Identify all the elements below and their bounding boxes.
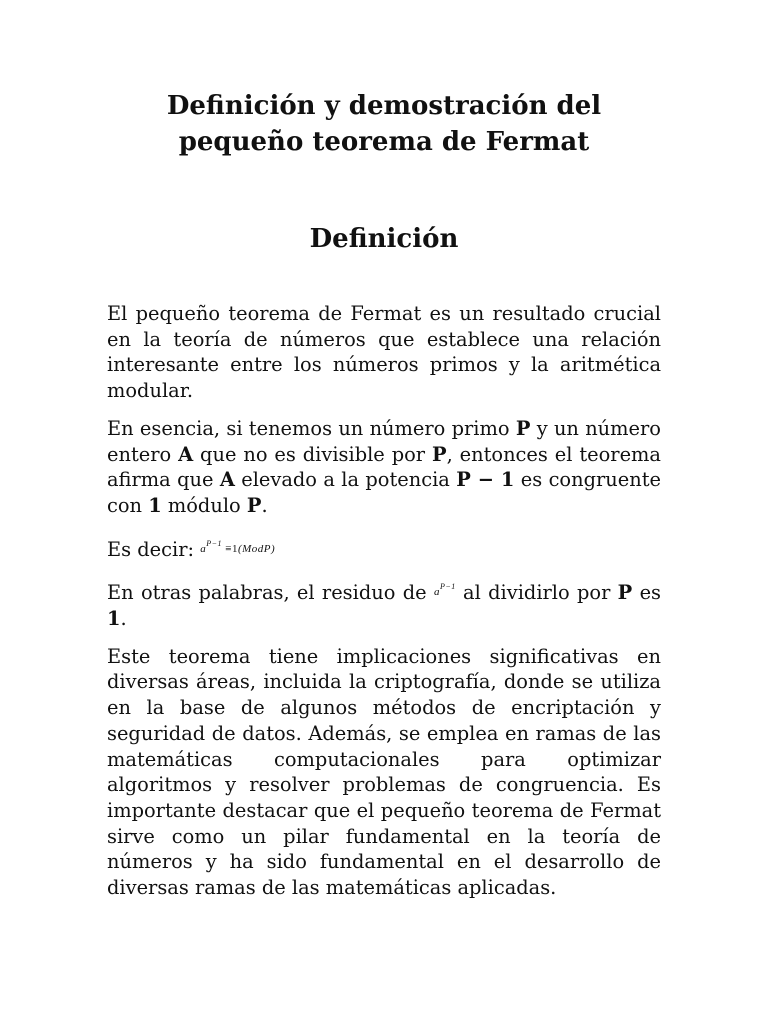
bold-term: P xyxy=(246,493,262,517)
text-run: al dividirlo por xyxy=(455,581,618,605)
bold-term: 1 xyxy=(107,607,121,631)
bold-term: P xyxy=(617,581,633,605)
bold-term: 1 xyxy=(148,493,162,517)
text-run: y un número entero xyxy=(107,416,661,466)
text-run: es xyxy=(632,581,661,605)
text-run: que no es divisible por xyxy=(193,442,432,466)
bold-term: A xyxy=(219,468,235,492)
formula-exponent: P−1 xyxy=(206,538,222,548)
bold-term: A xyxy=(178,442,194,466)
section-heading: Definición xyxy=(309,224,459,254)
formula-exponent: P−1 xyxy=(439,582,456,592)
text-run: En esencia, si tenemos un número primo xyxy=(107,416,516,440)
text-run: elevado a la potencia xyxy=(234,468,457,492)
text-run: . xyxy=(261,493,268,517)
text-run: , entonces el teorema afirma que xyxy=(107,442,661,492)
document-title xyxy=(84,88,684,160)
paragraph-essence xyxy=(107,416,661,519)
congruence-formula xyxy=(200,538,276,555)
bold-term: P xyxy=(515,416,531,440)
text-run: . xyxy=(120,607,127,631)
text-run: Es decir: xyxy=(107,537,201,561)
paragraph-formula xyxy=(107,531,661,563)
paragraph-intro: El pequeño teorema de Fermat es un resultado crucial en la teoría de números que establece una relación interesante entre los números primos y la aritmética modular. xyxy=(107,302,661,403)
title-line-2: pequeño teorema de Fermat xyxy=(178,127,590,157)
text-run: En otras palabras, el residuo de xyxy=(107,581,434,605)
bold-term: P − 1 xyxy=(456,468,515,492)
formula-modulus: (ModP) xyxy=(237,542,276,555)
formula-base: a xyxy=(433,586,440,599)
bold-term: P xyxy=(431,442,447,466)
power-formula xyxy=(433,582,456,599)
formula-base: a xyxy=(200,542,207,555)
document-body xyxy=(107,301,661,913)
text-run: es congruente con xyxy=(107,468,661,517)
text-run: módulo xyxy=(161,493,247,517)
paragraph-residue xyxy=(107,574,661,631)
paragraph-implications: Este teorema tiene implicaciones significativas en diversas áreas, incluida la criptografía, donde se utiliza en la base de algunos métodos de encriptación y seguridad de datos. Además, se emplea en ramas de las matemáticas computacionales para optimizar algoritmos y resolver problemas de congruencia. Es importante destacar que el pequeño teorema de Fermat sirve como un pilar fundamental en la teoría de números y ha sido fundamental en el desarrollo de diversas ramas de las matemáticas aplicadas. xyxy=(107,644,661,900)
title-line-1: Definición y demostración del xyxy=(166,91,602,121)
formula-congruence: ≡1 xyxy=(225,542,238,555)
